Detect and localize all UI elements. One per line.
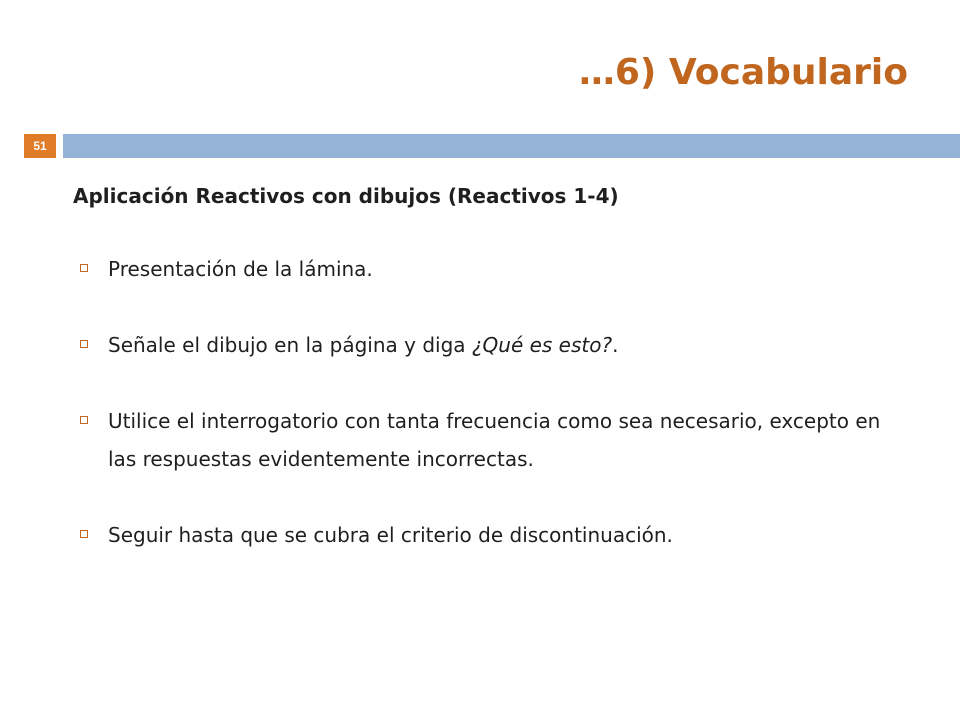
slide-number-badge: 51	[24, 134, 56, 158]
bullet-item	[73, 516, 913, 554]
bullet-emphasis: ¿Qué es esto?	[471, 333, 613, 357]
bullet-item	[73, 250, 913, 288]
hollow-square-bullet-icon	[80, 264, 88, 272]
bullet-text-after: .	[612, 333, 619, 357]
bullet-list	[73, 250, 913, 554]
bullet-text: Seguir hasta que se cubra el criterio de discontinuación.	[108, 523, 673, 547]
bullet-text: Utilice el interrogatorio con tanta frecuencia como sea necesario, excepto en las respuestas evidentemente incorrectas.	[108, 409, 881, 471]
hollow-square-bullet-icon	[80, 416, 88, 424]
slide-content	[73, 180, 913, 554]
bullet-item	[73, 402, 913, 478]
bullet-text: Presentación de la lámina.	[108, 257, 373, 281]
bullet-item	[73, 326, 913, 364]
bullet-text: Señale el dibujo en la página y diga	[108, 333, 472, 357]
hollow-square-bullet-icon	[80, 530, 88, 538]
hollow-square-bullet-icon	[80, 340, 88, 348]
header-bar	[63, 134, 960, 158]
slide-subtitle: Aplicación Reactivos con dibujos (Reactivos 1-4)	[73, 184, 619, 208]
slide-title: …6) Vocabulario	[578, 52, 908, 93]
